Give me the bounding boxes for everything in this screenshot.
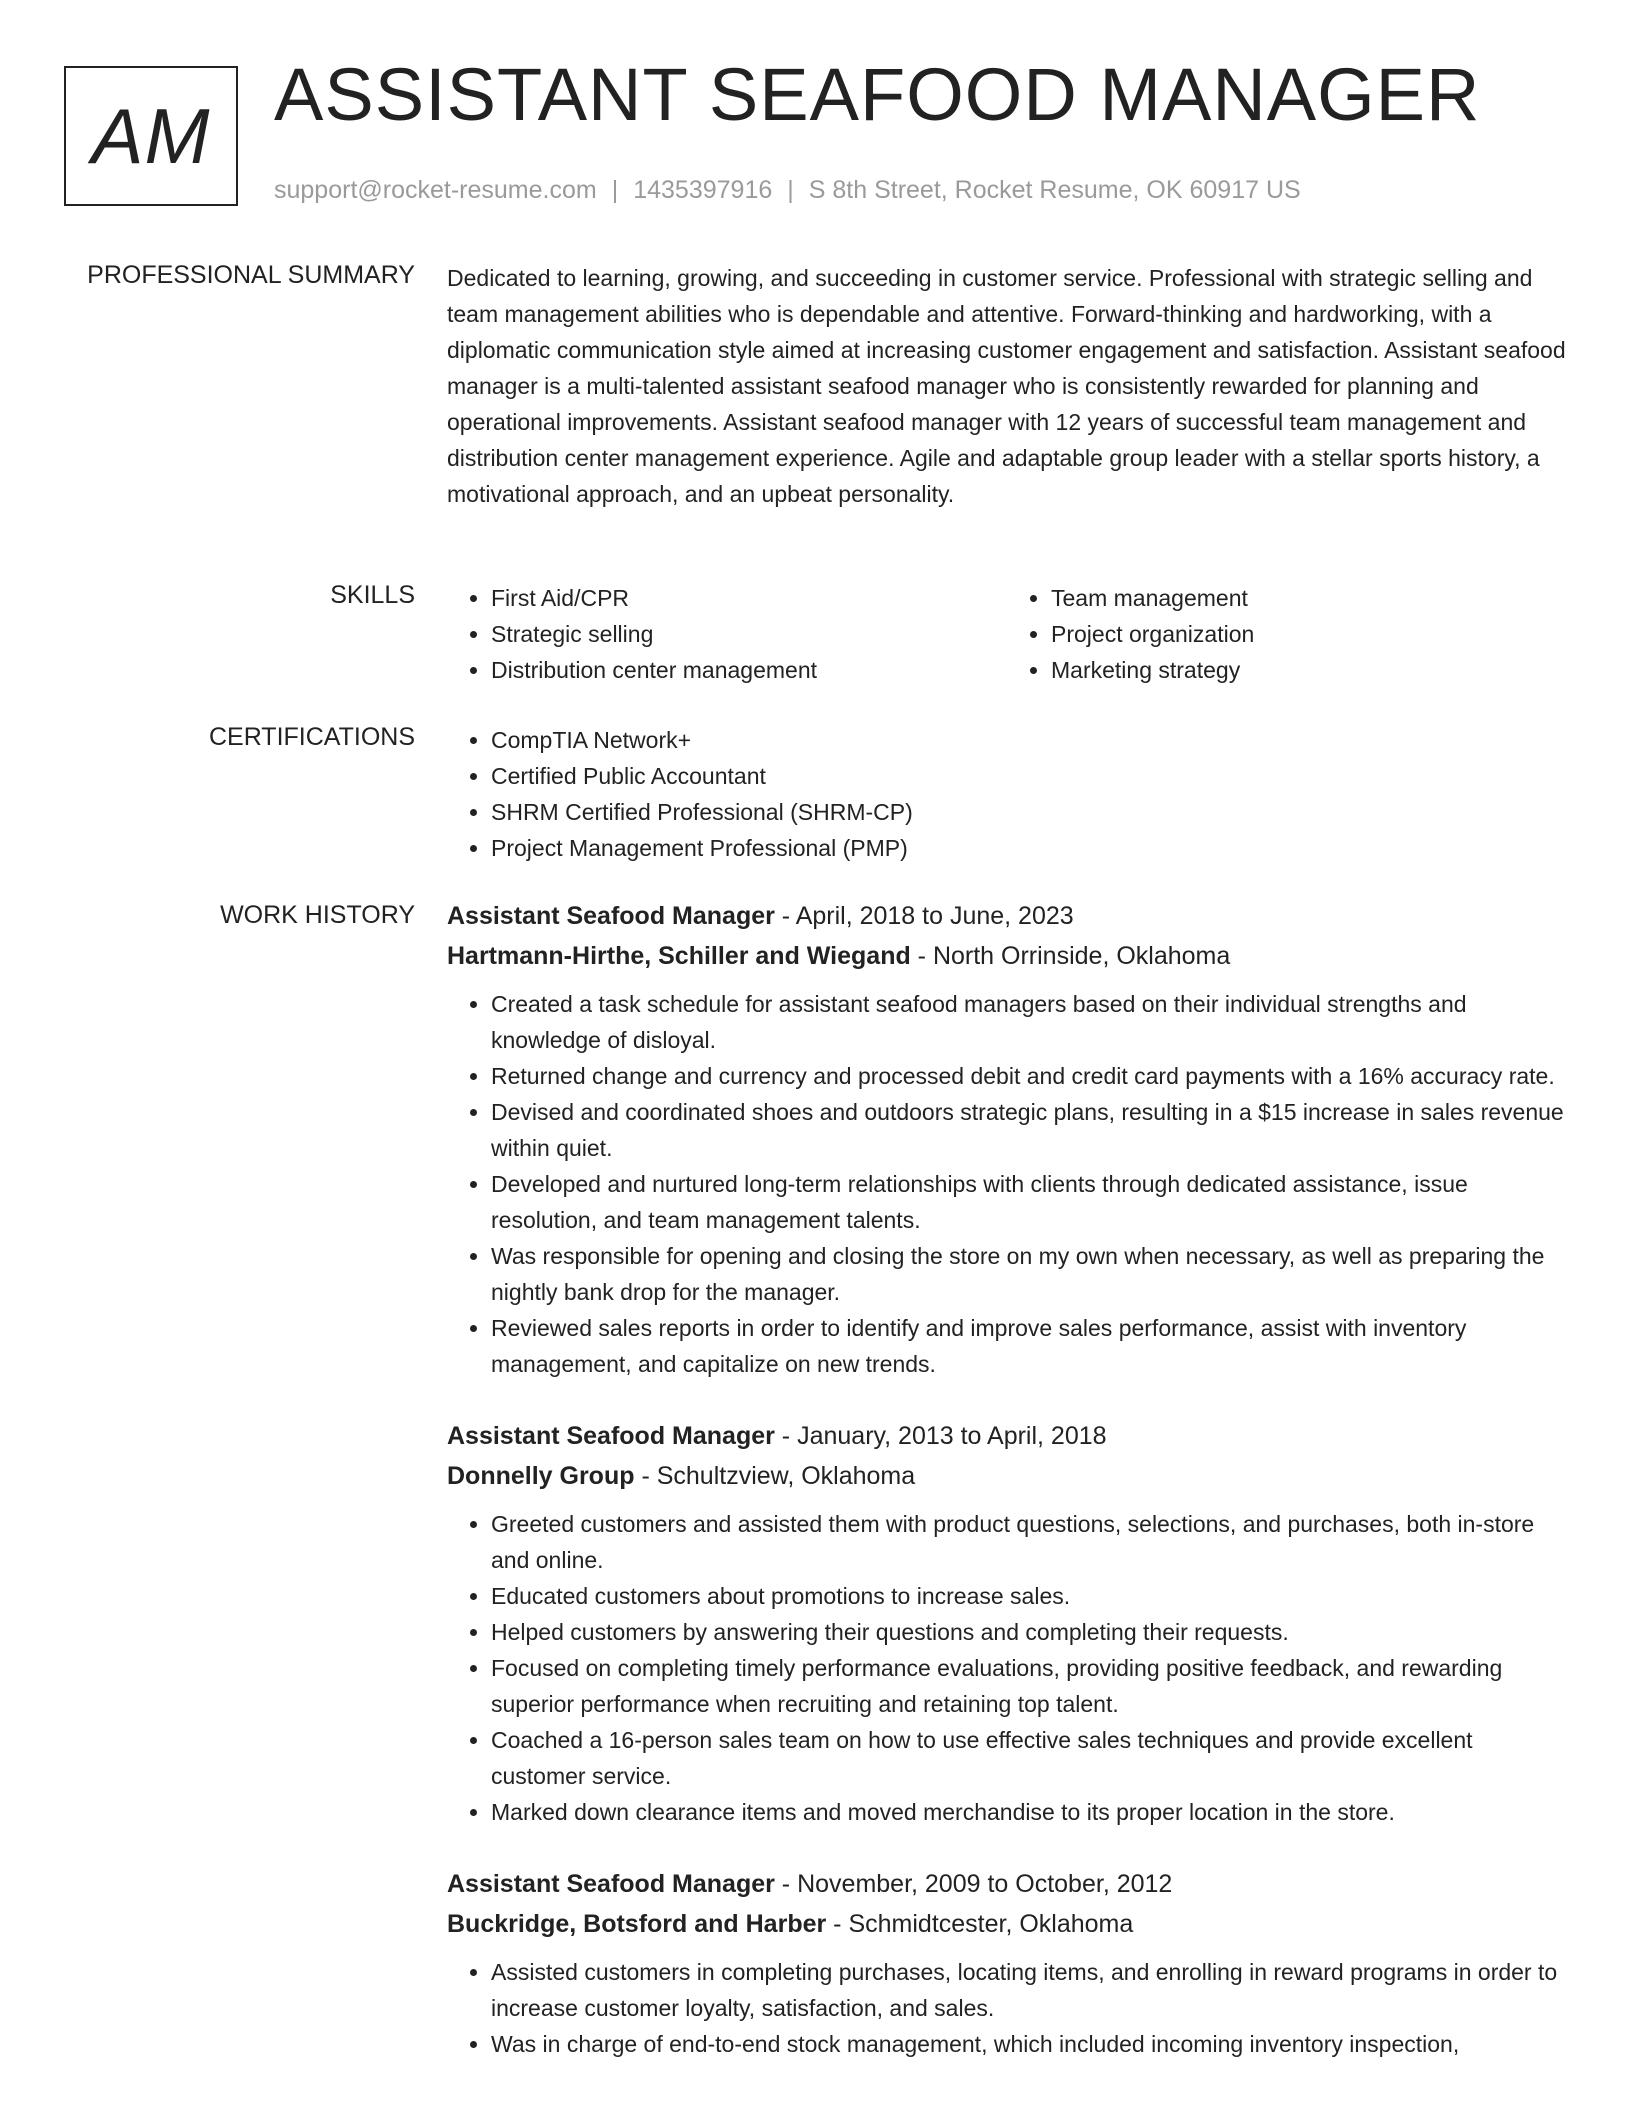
certification-item: • Certified Public Accountant (491, 758, 1567, 794)
contact-email[interactable]: support@rocket-resume.com (274, 176, 597, 204)
job-bullet: • Marked down clearance items and moved merchandise to its proper location in the store. (491, 1794, 1567, 1830)
job-company: Hartmann-Hirthe, Schiller and Wiegand (447, 942, 911, 970)
skill-item: • Project organization (1051, 616, 1567, 652)
contact-line (274, 176, 1301, 205)
job-dates: - April, 2018 to June, 2023 (774, 902, 1074, 930)
summary-text: Dedicated to learning, growing, and succeeding in customer service. Professional with strategic selling and team management abilities who is dependable and attentive. Forward-thinking and hardworking, with a diplomatic communication style aimed at increasing customer engagement and satisfaction. Assistant seafood manager is a multi-talented assistant seafood manager who is consistently rewarded for planning and operational improvements. Assistant seafood manager with 12 years of successful team management and distribution center management experience. Agile and adaptable group leader with a stellar sports history, a motivational approach, and an upbeat personality. (447, 265, 1566, 507)
skill-item: • Marketing strategy (1051, 652, 1567, 688)
job-bullet: • Assisted customers in completing purchases, locating items, and enrolling in reward programs in order to increase customer loyalty, satisfaction, and sales. (491, 1954, 1567, 2026)
job-entry (447, 1864, 1567, 2062)
monogram-initials: AM (91, 91, 211, 180)
section-label-skills: SKILLS (330, 581, 415, 609)
contact-separator: | (787, 176, 794, 204)
monogram-badge (64, 66, 238, 206)
job-dates: - November, 2009 to October, 2012 (774, 1870, 1173, 1898)
job-company-line (447, 1456, 1567, 1496)
job-title: Assistant Seafood Manager (447, 1422, 775, 1450)
job-bullets (447, 1506, 1567, 1830)
job-bullets (447, 986, 1567, 1382)
job-entry (447, 896, 1567, 1382)
resume-title: ASSISTANT SEAFOOD MANAGER (274, 53, 1481, 136)
job-title: Assistant Seafood Manager (447, 902, 775, 930)
job-location: - Schultzview, Oklahoma (634, 1462, 916, 1490)
contact-separator: | (611, 176, 619, 204)
job-bullet: • Greeted customers and assisted them with product questions, selections, and purchases, both in-store and online. (491, 1506, 1567, 1578)
job-company-line (447, 1904, 1567, 1944)
certification-item: • Project Management Professional (PMP) (491, 830, 1567, 866)
section-label-work-history: WORK HISTORY (220, 901, 415, 929)
skill-item: • Strategic selling (491, 616, 1007, 652)
job-company-line (447, 936, 1567, 976)
section-label-summary: PROFESSIONAL SUMMARY (87, 261, 415, 289)
job-bullet: • Developed and nurtured long-term relationships with clients through dedicated assistance, issue resolution, and team management talents. (491, 1166, 1567, 1238)
job-bullet: • Helped customers by answering their questions and completing their requests. (491, 1614, 1567, 1650)
job-bullet: • Educated customers about promotions to increase sales. (491, 1578, 1567, 1614)
job-dates: - January, 2013 to April, 2018 (774, 1422, 1107, 1450)
certification-item: • CompTIA Network+ (491, 722, 1567, 758)
job-entry (447, 1416, 1567, 1830)
job-title-line (447, 1416, 1567, 1456)
job-bullet: • Devised and coordinated shoes and outdoors strategic plans, resulting in a $15 increase in sales revenue within quiet. (491, 1094, 1567, 1166)
job-bullet: • Was responsible for opening and closing the store on my own when necessary, as well as preparing the nightly bank drop for the manager. (491, 1238, 1567, 1310)
job-bullet: • Coached a 16-person sales team on how to use effective sales techniques and provide excellent customer service. (491, 1722, 1567, 1794)
job-location: - Schmidtcester, Oklahoma (826, 1910, 1134, 1938)
job-company: Buckridge, Botsford and Harber (447, 1910, 827, 1938)
job-title: Assistant Seafood Manager (447, 1870, 775, 1898)
skill-item: • First Aid/CPR (491, 580, 1007, 616)
certification-item: • SHRM Certified Professional (SHRM-CP) (491, 794, 1567, 830)
job-bullet: • Returned change and currency and processed debit and credit card payments with a 16% accuracy rate. (491, 1058, 1567, 1094)
contact-address: S 8th Street, Rocket Resume, OK 60917 US (808, 176, 1301, 204)
section-label-certifications: CERTIFICATIONS (208, 723, 415, 751)
job-bullet: • Was in charge of end-to-end stock management, which included incoming inventory inspection, (491, 2026, 1567, 2062)
job-bullet: • Focused on completing timely performance evaluations, providing positive feedback, and rewarding superior performance when recruiting and retaining top talent. (491, 1650, 1567, 1722)
skills-list-left (447, 580, 1007, 688)
skill-item: • Distribution center management (491, 652, 1007, 688)
job-title-line (447, 1864, 1567, 1904)
certifications-list (447, 722, 1567, 866)
skill-item: • Team management (1051, 580, 1567, 616)
job-company: Donnelly Group (447, 1462, 635, 1490)
job-bullets (447, 1954, 1567, 2062)
job-location: - North Orrinside, Oklahoma (910, 942, 1231, 970)
job-title-line (447, 896, 1567, 936)
skills-list-right (1007, 580, 1567, 688)
contact-phone[interactable]: 1435397916 (633, 176, 773, 204)
job-bullet: • Created a task schedule for assistant seafood managers based on their individual strengths and knowledge of disloyal. (491, 986, 1567, 1058)
job-bullet: • Reviewed sales reports in order to identify and improve sales performance, assist with inventory management, and capitalize on new trends. (491, 1310, 1567, 1382)
